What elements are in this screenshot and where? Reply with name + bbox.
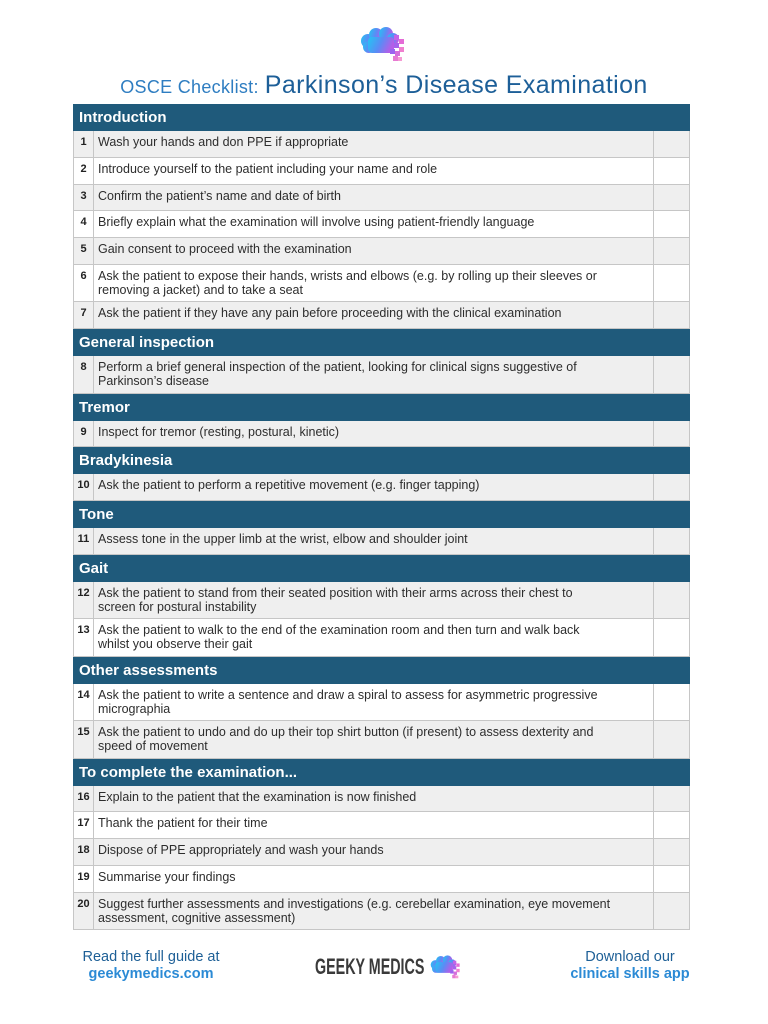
checklist-row (73, 158, 690, 185)
step-text: Wash your hands and don PPE if appropriate (94, 131, 654, 157)
step-text: Summarise your findings (94, 866, 654, 892)
checklist-row (73, 302, 690, 329)
step-number: 1 (73, 131, 94, 157)
step-number: 4 (73, 211, 94, 237)
step-number: 5 (73, 238, 94, 264)
checklist-row (73, 265, 690, 302)
tick-box[interactable] (654, 185, 690, 211)
step-text: Ask the patient to undo and do up their top shirt button (if present) to assess dexterity and speed of movement (94, 721, 654, 757)
tick-box[interactable] (654, 265, 690, 301)
section-header: Bradykinesia (73, 447, 690, 474)
step-number: 10 (73, 474, 94, 500)
section-header: Tremor (73, 394, 690, 421)
tick-box[interactable] (654, 866, 690, 892)
footer-guide-link[interactable]: geekymedics.com (88, 966, 214, 982)
step-text: Confirm the patient’s name and date of birth (94, 185, 654, 211)
footer-app (535, 949, 725, 983)
step-text: Assess tone in the upper limb at the wrist, elbow and shoulder joint (94, 528, 654, 554)
checklist-row (73, 474, 690, 501)
checklist-row (73, 238, 690, 265)
step-text: Gain consent to proceed with the examination (94, 238, 654, 264)
tick-box[interactable] (654, 893, 690, 929)
checklist-row (73, 582, 690, 619)
tick-box[interactable] (654, 684, 690, 720)
step-text: Suggest further assessments and investigations (e.g. cerebellar examination, eye movement assessment, cognitive assessment) (94, 893, 654, 929)
step-number: 11 (73, 528, 94, 554)
footer-guide (56, 949, 246, 983)
step-text: Introduce yourself to the patient including your name and role (94, 158, 654, 184)
step-number: 20 (73, 893, 94, 929)
checklist-row (73, 893, 690, 930)
page-title (0, 69, 768, 101)
step-text: Inspect for tremor (resting, postural, kinetic) (94, 421, 654, 447)
tick-box[interactable] (654, 356, 690, 392)
step-number: 13 (73, 619, 94, 655)
checklist-row (73, 211, 690, 238)
tick-box[interactable] (654, 528, 690, 554)
checklist-row (73, 684, 690, 721)
checklist-row (73, 185, 690, 212)
footer-app-text: Download our (585, 949, 675, 965)
step-number: 2 (73, 158, 94, 184)
brain-icon (430, 955, 461, 980)
section-header: To complete the examination... (73, 759, 690, 786)
step-text: Thank the patient for their time (94, 812, 654, 838)
step-number: 16 (73, 786, 94, 812)
step-number: 18 (73, 839, 94, 865)
section-header: Tone (73, 501, 690, 528)
step-number: 19 (73, 866, 94, 892)
tick-box[interactable] (654, 619, 690, 655)
checklist-row (73, 812, 690, 839)
tick-box[interactable] (654, 786, 690, 812)
checklist-row (73, 839, 690, 866)
step-text: Explain to the patient that the examination is now finished (94, 786, 654, 812)
step-text: Perform a brief general inspection of the patient, looking for clinical signs suggestive of Parkinson’s disease (94, 356, 654, 392)
tick-box[interactable] (654, 211, 690, 237)
tick-box[interactable] (654, 302, 690, 328)
footer-guide-text: Read the full guide at (82, 949, 220, 965)
section-header: Other assessments (73, 657, 690, 684)
step-number: 7 (73, 302, 94, 328)
section-header: Gait (73, 555, 690, 582)
step-text: Ask the patient to perform a repetitive movement (e.g. finger tapping) (94, 474, 654, 500)
checklist-row (73, 786, 690, 813)
title-prefix: OSCE Checklist: (120, 77, 259, 97)
step-text: Dispose of PPE appropriately and wash your hands (94, 839, 654, 865)
checklist-row (73, 721, 690, 758)
step-number: 8 (73, 356, 94, 392)
checklist-row (73, 421, 690, 448)
checklist-row (73, 131, 690, 158)
step-text: Briefly explain what the examination will involve using patient-friendly language (94, 211, 654, 237)
step-number: 3 (73, 185, 94, 211)
tick-box[interactable] (654, 131, 690, 157)
section-header: General inspection (73, 329, 690, 356)
brain-icon (360, 27, 406, 63)
step-text: Ask the patient to stand from their seated position with their arms across their chest to screen for postural instability (94, 582, 654, 618)
step-text: Ask the patient if they have any pain before proceeding with the clinical examination (94, 302, 654, 328)
checklist-row (73, 619, 690, 656)
step-text: Ask the patient to walk to the end of the examination room and then turn and walk back whilst you observe their gait (94, 619, 654, 655)
tick-box[interactable] (654, 839, 690, 865)
step-number: 6 (73, 265, 94, 301)
step-number: 15 (73, 721, 94, 757)
checklist-table (73, 104, 690, 930)
step-number: 12 (73, 582, 94, 618)
title-main: Parkinson’s Disease Examination (264, 71, 648, 99)
footer-app-link[interactable]: clinical skills app (570, 966, 690, 982)
tick-box[interactable] (654, 158, 690, 184)
step-text: Ask the patient to expose their hands, wrists and elbows (e.g. by rolling up their sleeves or removing a jacket) and to take a seat (94, 265, 654, 301)
step-number: 14 (73, 684, 94, 720)
section-header: Introduction (73, 104, 690, 131)
tick-box[interactable] (654, 421, 690, 447)
tick-box[interactable] (654, 812, 690, 838)
tick-box[interactable] (654, 721, 690, 757)
brand-wordmark: GEEKY MEDICS (315, 954, 425, 979)
tick-box[interactable] (654, 474, 690, 500)
checklist-row (73, 356, 690, 393)
checklist-row (73, 528, 690, 555)
step-text: Ask the patient to write a sentence and draw a spiral to assess for asymmetric progressive micrographia (94, 684, 654, 720)
checklist-row (73, 866, 690, 893)
step-number: 17 (73, 812, 94, 838)
tick-box[interactable] (654, 582, 690, 618)
step-number: 9 (73, 421, 94, 447)
tick-box[interactable] (654, 238, 690, 264)
